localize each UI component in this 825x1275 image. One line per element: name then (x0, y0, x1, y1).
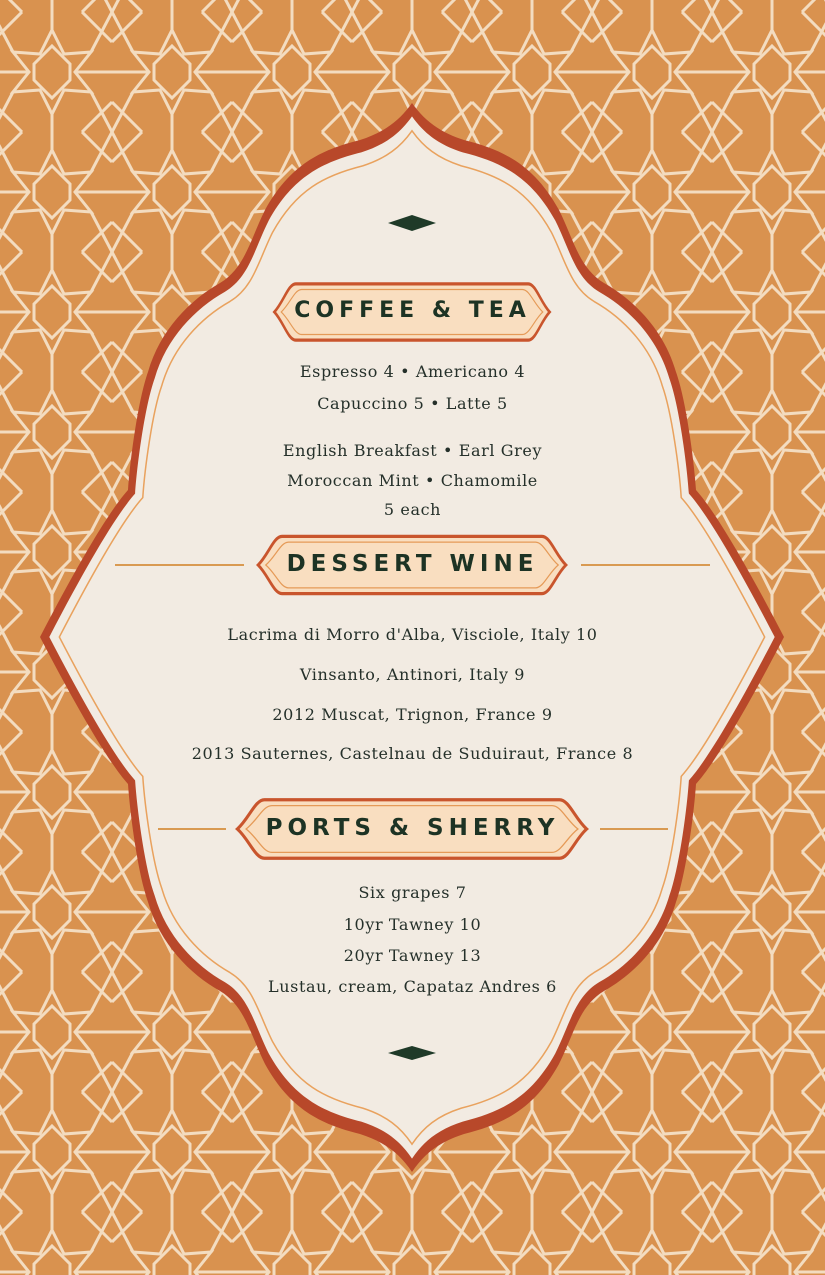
section-title-coffee-tea: COFFEE & TEA (294, 298, 531, 323)
menu-item: English Breakfast • Earl Grey (282, 441, 543, 460)
section-title-ports-sherry: PORTS & SHERRY (265, 815, 560, 841)
menu-item: Capuccino 5 • Latte 5 (317, 394, 508, 413)
menu-item: Lustau, cream, Capataz Andres 6 (268, 977, 557, 996)
menu-item: 10yr Tawney 10 (343, 915, 482, 934)
menu-item: 2013 Sauternes, Castelnau de Suduiraut, France 8 (191, 744, 634, 763)
menu-item: Moroccan Mint • Chamomile (287, 471, 538, 490)
menu-item: Lacrima di Morro d'Alba, Visciole, Italy 10 (227, 625, 598, 644)
menu-item: 2012 Muscat, Trignon, France 9 (272, 705, 553, 724)
menu-item: Vinsanto, Antinori, Italy 9 (299, 665, 526, 684)
section-title-dessert-wine: DESSERT WINE (286, 551, 539, 577)
menu-item-price-note: 5 each (383, 500, 442, 519)
menu-item: Espresso 4 • Americano 4 (299, 362, 526, 381)
menu-item: 20yr Tawney 13 (343, 946, 482, 965)
menu-item: Six grapes 7 (358, 883, 467, 902)
